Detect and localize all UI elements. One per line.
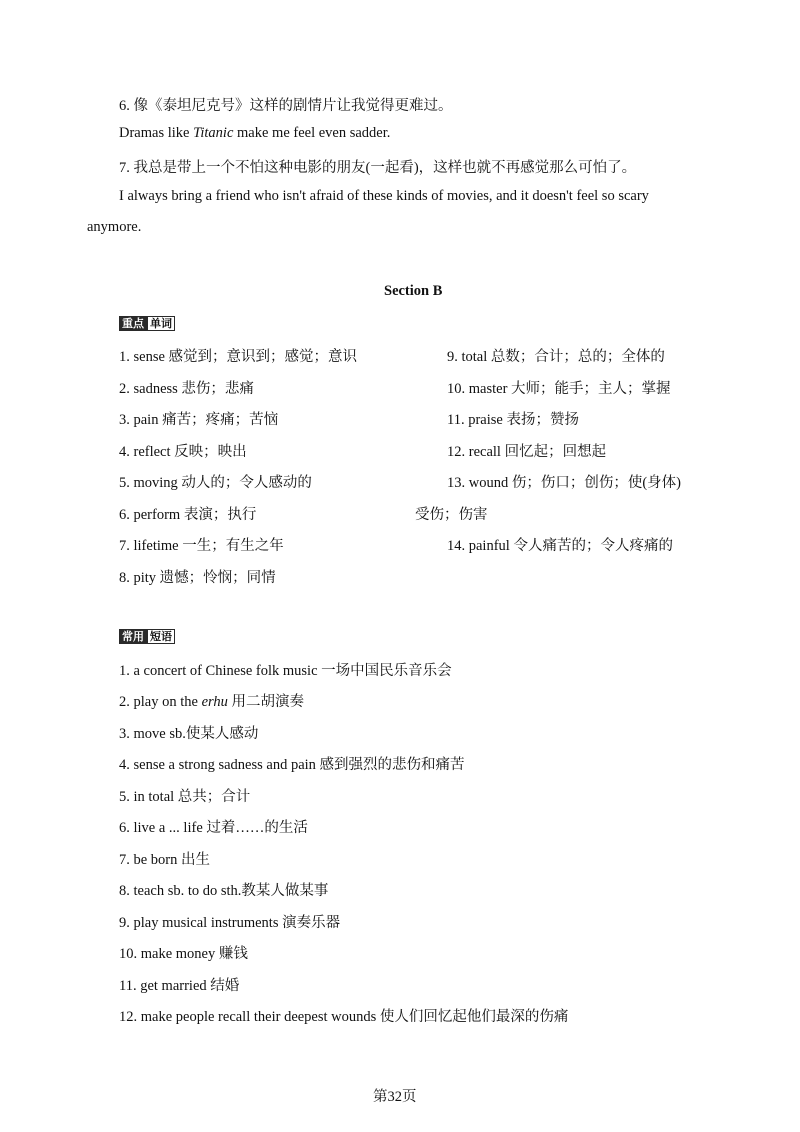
vocab-item: 8. pity 遗憾；怜悯；同情 <box>119 570 276 586</box>
section-title: Section B <box>384 283 443 299</box>
phrase-item <box>119 690 304 711</box>
vocab-item: 9. total 总数；合计；总的；全体的 <box>447 349 665 365</box>
phrase-item: 6. live a ... life 过着……的生活 <box>119 820 308 836</box>
vocab-tag-words: 单词 <box>147 316 175 331</box>
phrases-tag-common: 常用 <box>119 629 147 644</box>
phrase-item: 3. move sb.使某人感动 <box>119 726 259 742</box>
phrase-item: 5. in total 总共；合计 <box>119 789 251 805</box>
phrase-item: 8. teach sb. to do sth.教某人做某事 <box>119 883 329 899</box>
page-number: 第32页 <box>373 1089 417 1105</box>
sentence-7-english-line1: I always bring a friend who isn't afraid of these kinds of movies, and it doesn't feel so scary <box>119 188 649 204</box>
phrase-item: 10. make money 赚钱 <box>119 946 248 962</box>
vocab-tag <box>119 316 175 331</box>
phrase-item: 4. sense a strong sadness and pain 感到强烈的悲伤和痛苦 <box>119 757 465 773</box>
vocab-tag-key: 重点 <box>119 316 147 331</box>
vocab-item: 7. lifetime 一生；有生之年 <box>119 538 284 554</box>
phrase-item: 11. get married 结婚 <box>119 978 240 994</box>
vocab-item-continued: 受伤；伤害 <box>415 507 488 523</box>
vocab-item: 13. wound 伤；伤口；创伤；使(身体) <box>447 475 682 491</box>
vocab-item: 1. sense 感觉到；意识到；感觉；意识 <box>119 349 358 365</box>
phrase-2-a: 2. play on the <box>119 694 202 710</box>
phrase-item: 9. play musical instruments 演奏乐器 <box>119 915 341 931</box>
phrase-item: 7. be born 出生 <box>119 852 211 868</box>
vocab-item: 6. perform 表演；执行 <box>119 507 257 523</box>
vocab-item: 14. painful 令人痛苦的；令人疼痛的 <box>447 538 673 554</box>
sentence-6-chinese: 6. 像《泰坦尼克号》这样的剧情片让我觉得更难过。 <box>119 98 453 114</box>
sentence-6-english-a: Dramas like <box>119 125 194 141</box>
phrase-2-erhu: erhu <box>201 694 228 710</box>
vocab-item: 2. sadness 悲伤；悲痛 <box>119 381 254 397</box>
sentence-6-english <box>119 125 390 142</box>
vocab-item: 12. recall 回忆起；回想起 <box>447 444 607 460</box>
sentence-7-english-line2: anymore. <box>87 219 142 235</box>
movie-title-titanic: Titanic <box>193 125 234 141</box>
sentence-7-chinese: 7. 我总是带上一个不怕这种电影的朋友(一起看)，这样也就不再感觉那么可怕了。 <box>119 160 637 176</box>
vocab-item: 10. master 大师；能手；主人；掌握 <box>447 381 671 397</box>
vocab-item: 3. pain 痛苦；疼痛；苦恼 <box>119 412 279 428</box>
phrases-tag <box>119 629 175 644</box>
phrase-item: 1. a concert of Chinese folk music 一场中国民乐音乐会 <box>119 663 452 679</box>
sentence-6-english-b: make me feel even sadder. <box>233 125 391 141</box>
phrase-item: 12. make people recall their deepest wounds 使人们回忆起他们最深的伤痛 <box>119 1009 569 1025</box>
vocab-item: 5. moving 动人的；令人感动的 <box>119 475 312 491</box>
phrases-tag-phrases: 短语 <box>147 629 175 644</box>
vocab-item: 4. reflect 反映；映出 <box>119 444 247 460</box>
vocab-item: 11. praise 表扬；赞扬 <box>447 412 579 428</box>
phrase-2-b: 用二胡演奏 <box>227 694 305 710</box>
